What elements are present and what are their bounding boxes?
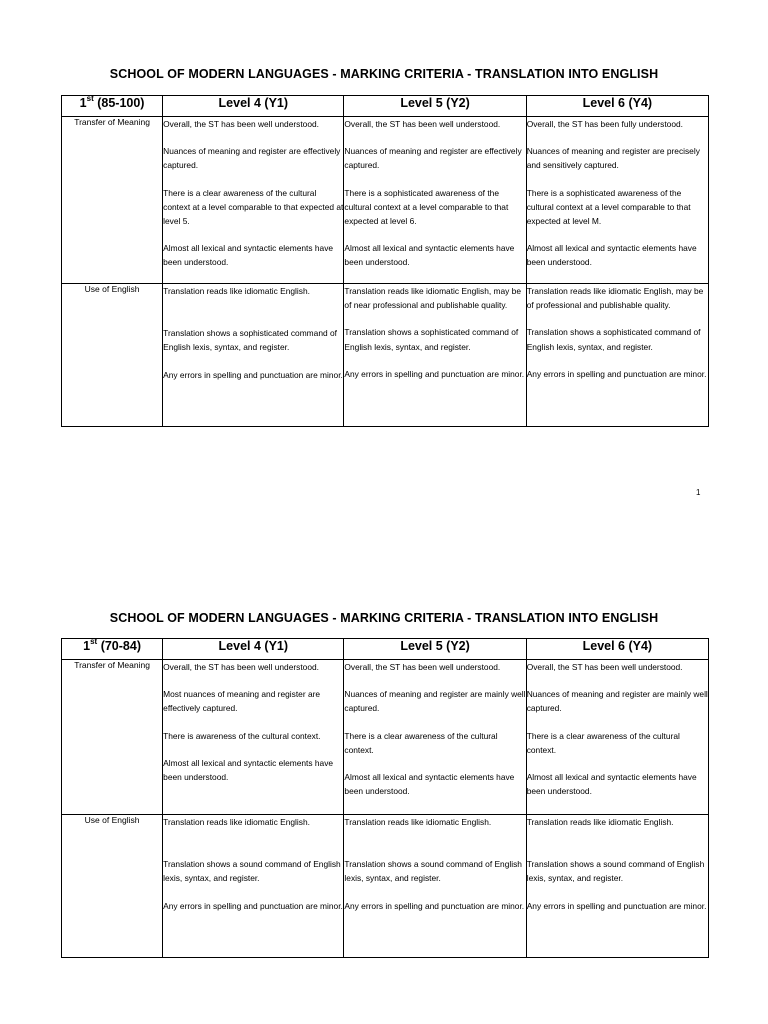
criterion-text: Translation reads like idiomatic English. <box>163 286 310 296</box>
criterion-text: Any errors in spelling and punctuation are minor. <box>526 368 707 379</box>
level-header: Level 4 (Y1) <box>163 639 344 660</box>
criteria-row-transfer-of-meaning <box>62 660 709 815</box>
criterion-text: Translation reads like idiomatic English, may be of professional and publishable quality. <box>526 286 704 311</box>
row-label: Use of English <box>62 284 163 427</box>
criteria-cell <box>163 117 344 284</box>
criteria-cell <box>163 284 344 427</box>
criterion-text: Overall, the ST has been well understood. <box>526 662 683 672</box>
criterion-text: Translation shows a sophisticated command of English lexis, syntax, and register. <box>526 327 701 352</box>
grade-band-header <box>62 96 163 117</box>
criteria-cell <box>526 117 708 284</box>
row-label: Use of English <box>62 815 163 958</box>
criterion-text: Nuances of meaning and register are effectively captured. <box>344 146 522 171</box>
criterion-text: Most nuances of meaning and register are effectively captured. <box>163 689 321 714</box>
criteria-cell <box>344 815 526 958</box>
document-title: SCHOOL OF MODERN LANGUAGES - MARKING CRITERIA - TRANSLATION INTO ENGLISH <box>109 67 659 81</box>
criteria-cell <box>344 660 526 815</box>
criterion-text: Nuances of meaning and register are mainly well captured. <box>526 689 708 714</box>
marking-criteria-table <box>61 638 709 958</box>
grade-ordinal: 1 <box>83 639 91 653</box>
criterion-text: Nuances of meaning and register are precisely and sensitively captured. <box>526 146 700 171</box>
criterion-text: Translation shows a sound command of English lexis, syntax, and register. <box>344 859 522 884</box>
criterion-text: Translation reads like idiomatic English, may be of near professional and publishable quality. <box>344 286 521 311</box>
grade-ordinal-suffix: st <box>90 637 98 646</box>
criterion-text: There is awareness of the cultural context. <box>163 730 321 741</box>
criterion-text: Any errors in spelling and punctuation are minor. <box>526 900 707 911</box>
criteria-cell <box>163 815 344 958</box>
criteria-cell <box>163 660 344 815</box>
criterion-text: Translation reads like idiomatic English. <box>344 817 492 827</box>
criterion-text: Almost all lexical and syntactic elements have been understood. <box>526 243 697 268</box>
header-row <box>62 639 709 660</box>
level-header: Level 6 (Y4) <box>526 639 708 660</box>
level-header: Level 6 (Y4) <box>526 96 708 117</box>
criteria-row-use-of-english <box>62 284 709 427</box>
grade-ordinal-suffix: st <box>86 94 94 103</box>
criterion-text: Any errors in spelling and punctuation are minor. <box>344 900 525 911</box>
criterion-text: Almost all lexical and syntactic elements have been understood. <box>344 243 515 268</box>
criterion-text: Any errors in spelling and punctuation are minor. <box>163 900 343 911</box>
criterion-text: There is a sophisticated awareness of the cultural context at a level comparable to that expected at level M. <box>526 187 691 227</box>
criterion-text: There is a clear awareness of the cultural context. <box>344 730 498 755</box>
criterion-text: Overall, the ST has been well understood. <box>163 119 319 129</box>
criterion-text: Translation reads like idiomatic English. <box>526 817 674 827</box>
criterion-text: Translation shows a sound command of English lexis, syntax, and register. <box>163 859 341 884</box>
level-header: Level 4 (Y1) <box>163 96 344 117</box>
criterion-text: Overall, the ST has been well understood. <box>344 119 501 129</box>
criterion-text: Almost all lexical and syntactic elements have been understood. <box>163 243 334 268</box>
criterion-text: Translation shows a sound command of English lexis, syntax, and register. <box>526 859 705 884</box>
criterion-text: Almost all lexical and syntactic elements have been understood. <box>163 757 334 783</box>
criteria-row-use-of-english <box>62 815 709 958</box>
criterion-text: Almost all lexical and syntactic elements have been understood. <box>526 772 697 797</box>
grade-ordinal: 1 <box>79 96 87 110</box>
criterion-text: Any errors in spelling and punctuation are minor. <box>163 369 343 380</box>
page-number: 1 <box>696 488 701 497</box>
grade-range: (85-100) <box>93 96 145 110</box>
grade-range: (70-84) <box>97 639 141 653</box>
criterion-text: There is a sophisticated awareness of the cultural context at a level comparable to that expected at level 6. <box>344 187 509 227</box>
criterion-text: Translation reads like idiomatic English. <box>163 817 310 827</box>
criteria-cell <box>344 117 526 284</box>
criteria-cell <box>344 284 526 427</box>
grade-band-header <box>62 639 163 660</box>
level-header: Level 5 (Y2) <box>344 96 526 117</box>
criterion-text: Any errors in spelling and punctuation are minor. <box>344 368 525 379</box>
criterion-text: Nuances of meaning and register are effectively captured. <box>163 146 341 171</box>
criterion-text: There is a clear awareness of the cultural context at a level comparable to that expected at level 5. <box>163 187 344 227</box>
marking-criteria-table <box>61 95 709 427</box>
document-title: SCHOOL OF MODERN LANGUAGES - MARKING CRITERIA - TRANSLATION INTO ENGLISH <box>109 611 659 625</box>
criterion-text: Overall, the ST has been fully understood. <box>526 119 683 129</box>
row-label: Transfer of Meaning <box>62 117 163 284</box>
criterion-text: Nuances of meaning and register are mainly well captured. <box>344 689 526 714</box>
criterion-text: Translation shows a sophisticated command of English lexis, syntax, and register. <box>163 328 337 353</box>
criterion-text: Almost all lexical and syntactic elements have been understood. <box>344 772 515 797</box>
level-header: Level 5 (Y2) <box>344 639 526 660</box>
criterion-text: Overall, the ST has been well understood. <box>344 662 501 672</box>
criteria-cell <box>526 660 708 815</box>
criterion-text: Translation shows a sophisticated command of English lexis, syntax, and register. <box>344 327 519 352</box>
criterion-text: There is a clear awareness of the cultural context. <box>526 730 680 755</box>
criterion-text: Overall, the ST has been well understood. <box>163 662 319 672</box>
header-row <box>62 96 709 117</box>
criteria-cell <box>526 284 708 427</box>
criteria-cell <box>526 815 708 958</box>
row-label: Transfer of Meaning <box>62 660 163 815</box>
criteria-row-transfer-of-meaning <box>62 117 709 284</box>
